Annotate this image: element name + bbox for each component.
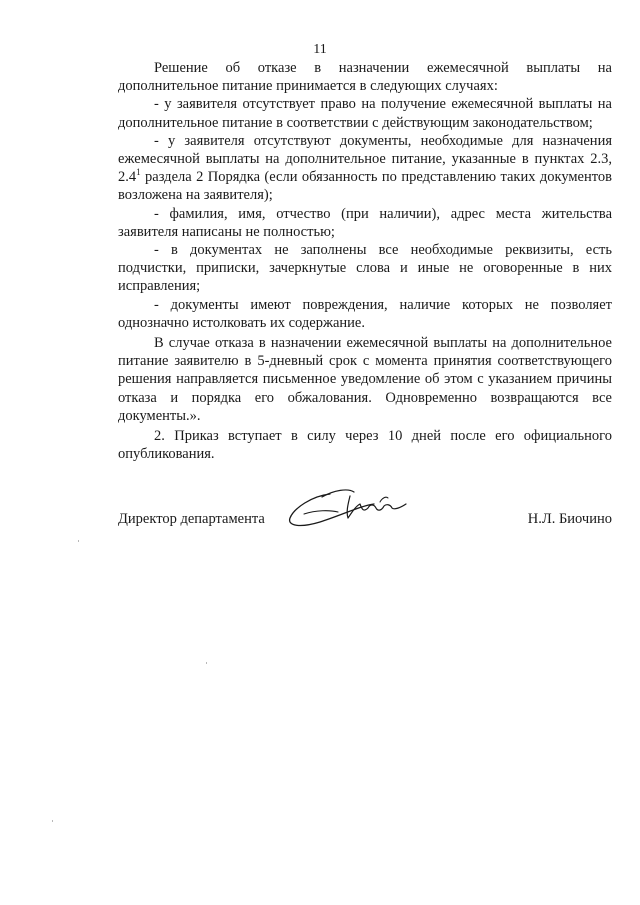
missing-documents-text-end: раздела 2 Порядка (если обязанность по представлению таких документов возложена на заявителя); (118, 169, 612, 204)
footnote-superscript: 1 (136, 167, 141, 178)
document-body (118, 59, 612, 463)
list-item-damaged-documents: - документы имеют повреждения, наличие которых не позволяет однозначно истолковать их содержание. (118, 296, 612, 331)
list-item-no-right: - у заявителя отсутствует право на получение ежемесячной выплаты на дополнительное питание в соответствии с действующим законодательством; (118, 96, 612, 131)
paragraph-refusal-notice: В случае отказа в назначении ежемесячной выплаты на дополнительное питание заявителю в 5-дневный срок с момента принятия соответствующего решения направляется письменное уведомление об этом с указанием причины отказа и порядка его обжалования. Одновременно возвращаются все документы.». (118, 335, 612, 424)
list-item-incomplete-name: - фамилия, имя, отчество (при наличии), адрес места жительства заявителя написаны не полностью; (118, 205, 612, 240)
handwritten-signature (282, 482, 432, 532)
scan-speck (78, 540, 79, 542)
list-item-missing-requisites: - в документах не заполнены все необходимые реквизиты, есть подчистки, приписки, зачеркнутые слова и иные не оговоренные в них исправления; (118, 242, 612, 295)
paragraph-refusal-intro: Решение об отказе в назначении ежемесячной выплаты на дополнительное питание принимается в следующих случаях: (118, 60, 612, 95)
page-number: 11 (313, 42, 327, 57)
list-item-missing-documents (118, 132, 612, 205)
paragraph-effective-date: 2. Приказ вступает в силу через 10 дней после его официального опубликования. (118, 428, 612, 463)
missing-documents-text-start: - у заявителя отсутствуют документы, необходимые для назначения ежемесячной выплаты на дополнительное питание, указанные в пунктах 2.3, 2.4 (118, 132, 612, 186)
scan-speck (206, 662, 207, 664)
signatory-title: Директор департамента (118, 511, 265, 527)
signatory-name: Н.Л. Биочино (527, 511, 612, 527)
scan-speck (52, 820, 53, 822)
